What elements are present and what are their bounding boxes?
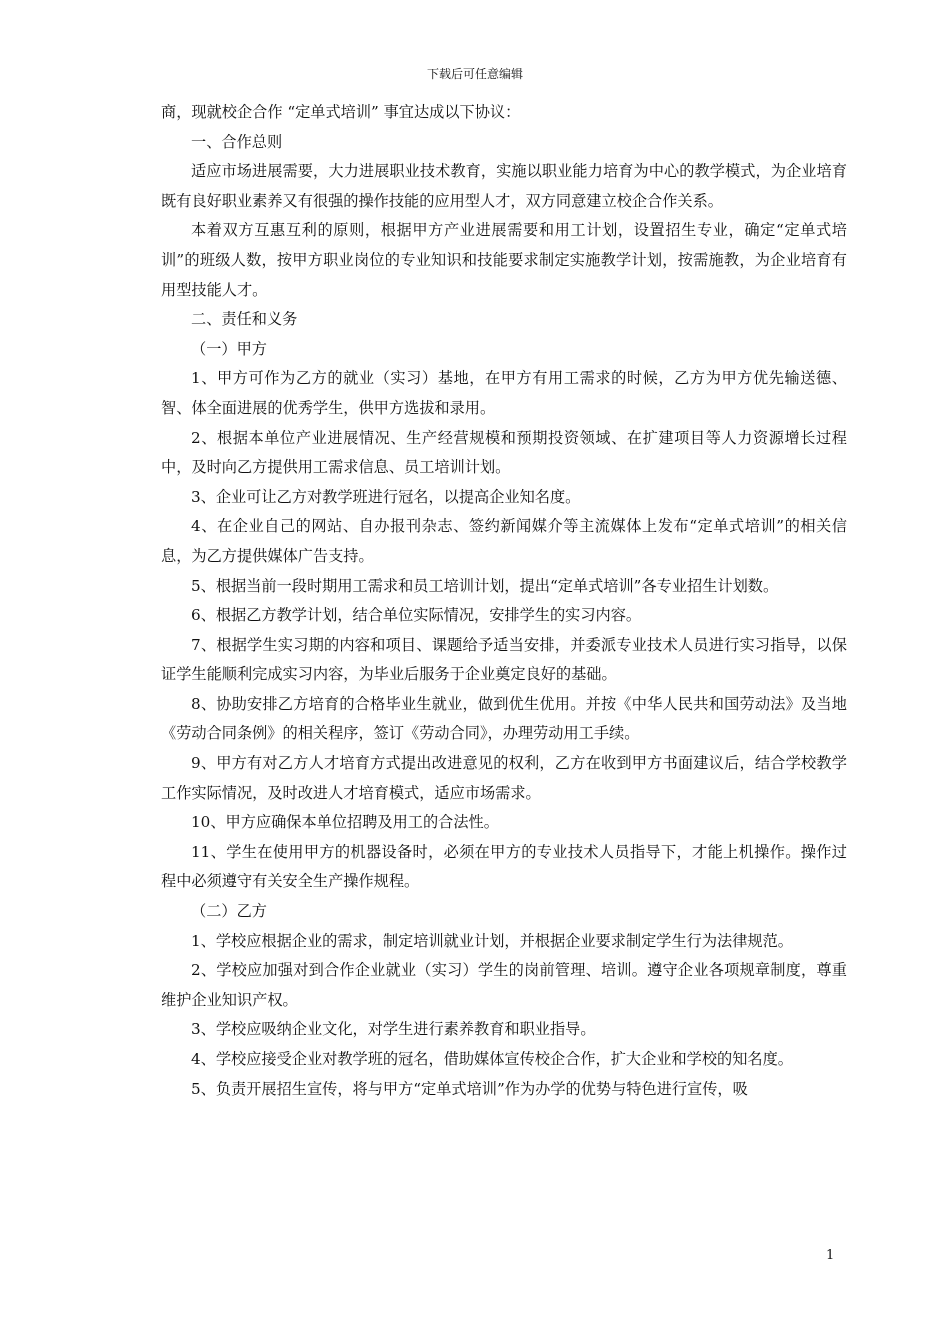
paragraph: 本着双方互惠互利的原则，根据甲方产业进展需要和用工计划，设置招生专业，确定“定单式培训”的班级人数，按甲方职业岗位的专业知识和技能要求制定实施教学计划，按需施教，为企业培育有用型技能人才。: [161, 221, 847, 299]
paragraph: 5、负责开展招生宣传，将与甲方“定单式培训”作为办学的优势与特色进行宣传，吸: [191, 1079, 748, 1098]
paragraph: 5、根据当前一段时期用工需求和员工培训计划，提出“定单式培训”各专业招生计划数。: [191, 576, 779, 595]
paragraph: 9、甲方有对乙方人才培育方式提出改进意见的权利，乙方在收到甲方书面建议后，结合学校教学工作实际情况，及时改进人才培育模式，适应市场需求。: [161, 754, 847, 802]
paragraph: 7、根据学生实习期的内容和项目、课题给予适当安排，并委派专业技术人员进行实习指导，以保证学生能顺利完成实习内容，为毕业后服务于企业奠定良好的基础。: [161, 635, 847, 684]
paragraph: 1、学校应根据企业的需求，制定培训就业计划，并根据企业要求制定学生行为法律规范。: [191, 931, 793, 950]
paragraph: 4、学校应接受企业对教学班的冠名，借助媒体宣传校企合作，扩大企业和学校的知名度。: [191, 1050, 793, 1068]
paragraph: 8、协助安排乙方培育的合格毕业生就业，做到优生优用。并按《中华人民共和国劳动法》及当地《劳动合同条例》的相关程序，签订《劳动合同》，办理劳动用工手续。: [161, 694, 847, 743]
page-header: 下载后可任意编辑: [426, 67, 523, 81]
paragraph: 6、根据乙方教学计划，结合单位实际情况，安排学生的实习内容。: [191, 606, 642, 625]
paragraph: 1、甲方可作为乙方的就业（实习）基地，在甲方有用工需求的时候，乙方为甲方优先输送德、智、体全面进展的优秀学生，供甲方选拔和录用。: [161, 369, 847, 417]
paragraph: （一）甲方: [191, 339, 267, 358]
paragraph: （二）乙方: [191, 902, 267, 921]
paragraph: 3、学校应吸纳企业文化，对学生进行素养教育和职业指导。: [191, 1020, 596, 1039]
paragraph: 一、合作总则: [191, 132, 283, 151]
paragraph: 2、根据本单位产业进展情况、生产经营规模和预期投资领域、在扩建项目等人力资源增长过程中，及时向乙方提供用工需求信息、员工培训计划。: [161, 428, 847, 477]
paragraph: 适应市场进展需要，大力进展职业技术教育，实施以职业能力培育为中心的教学模式，为企业培育既有良好职业素养又有很强的操作技能的应用型人才，双方同意建立校企合作关系。: [161, 162, 847, 210]
document-body: [161, 98, 847, 1104]
paragraph: 11、学生在使用甲方的机器设备时，必须在甲方的专业技术人员指导下，才能上机操作。操作过程中必须遵守有关安全生产操作规程。: [161, 842, 847, 891]
paragraph: 2、学校应加强对到合作企业就业（实习）学生的岗前管理、培训。遵守企业各项规章制度，尊重维护企业知识产权。: [161, 961, 847, 1009]
paragraph: 商，现就校企合作 “定单式培训” 事宜达成以下协议：: [161, 103, 521, 121]
paragraph: 10、甲方应确保本单位招聘及用工的合法性。: [191, 813, 499, 832]
paragraph: 3、企业可让乙方对教学班进行冠名，以提高企业知名度。: [191, 487, 581, 506]
paragraph: 二、责任和义务: [191, 310, 298, 329]
page-number: 1: [826, 1248, 835, 1263]
paragraph: 4、在企业自己的网站、自办报刊杂志、签约新闻媒介等主流媒体上发布“定单式培训”的相关信息，为乙方提供媒体广告支持。: [161, 517, 847, 565]
